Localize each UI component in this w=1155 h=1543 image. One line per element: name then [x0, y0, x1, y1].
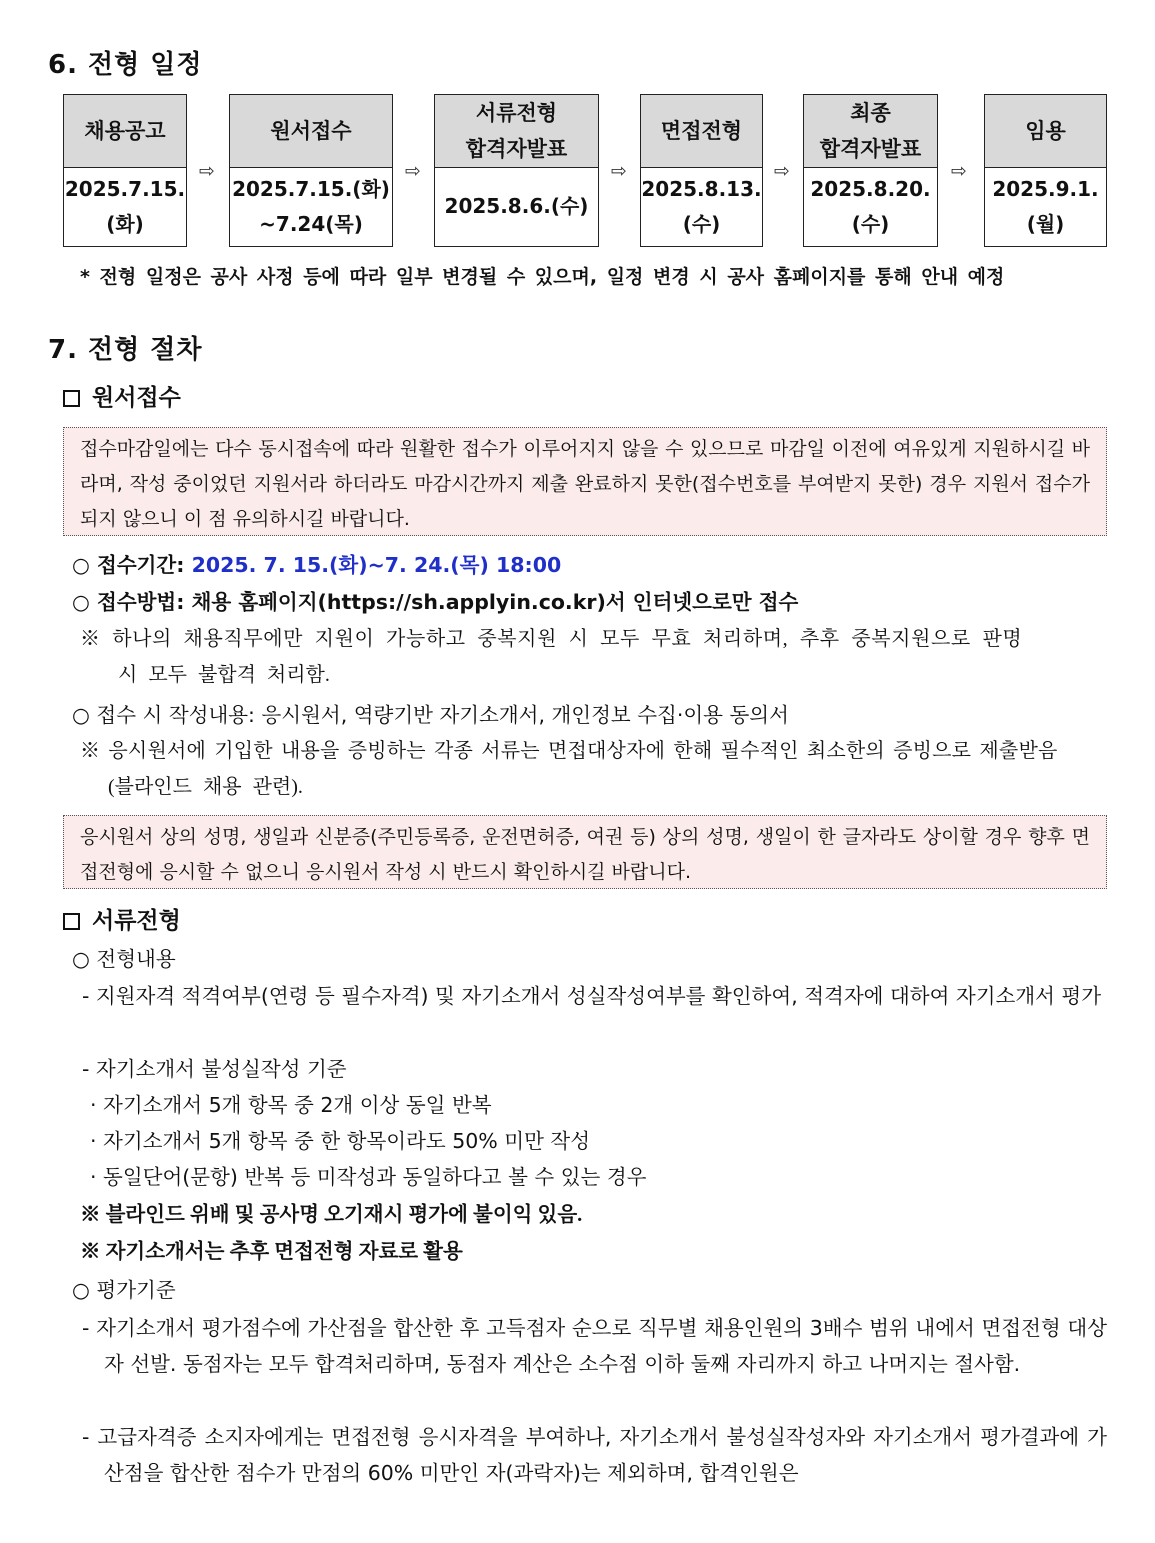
section-7-title: 7. 전형 절차: [48, 335, 203, 365]
schedule-note: * 전형 일정은 공사 사정 등에 따라 일부 변경될 수 있으며, 일정 변경 시 공사 홈페이지를 통해 안내 예정: [80, 266, 1005, 288]
evaluation-criteria-item-2: - 고급자격증 소지자에게는 면접전형 응시자격을 부여하나, 자기소개서 불성실작성자와 자기소개서 평가결과에 가산점을 합산한 점수가 만점의 60% 미만인 자(과락자)는 제외하며, 합격인원은: [82, 1425, 1107, 1485]
blind-violation-warning: ※ 블라인드 위배 및 공사명 오기재시 평가에 불이익 있음.: [80, 1204, 583, 1226]
application-heading: [63, 379, 181, 412]
right-arrow-icon: ⇨: [611, 160, 627, 182]
schedule-step-document-result: [434, 94, 599, 247]
step-head: 면접전형: [641, 95, 762, 168]
document-screening-heading-label: 서류전형: [92, 908, 181, 934]
evaluation-criteria-title: ○ 평가기준: [72, 1278, 176, 1302]
insincerity-criteria-2: · 자기소개서 5개 항목 중 한 항목이라도 50% 미만 작성: [90, 1129, 591, 1153]
step-date: 2025.8.13. (수): [641, 176, 762, 236]
step-head: 임용: [985, 95, 1106, 168]
right-arrow-icon: ⇨: [951, 160, 967, 182]
step-head: 원서접수: [230, 95, 392, 168]
screening-content-item-1: - 지원자격 적격여부(연령 등 필수자격) 및 자기소개서 성실작성여부를 확인하여, 적격자에 대하여 자기소개서 평가: [82, 984, 1102, 1008]
step-head: 채용공고: [64, 95, 186, 168]
step-date: 2025.8.20. (수): [810, 176, 931, 236]
method-note-line-1: ※ 하나의 채용직무에만 지원이 가능하고 중복지원 시 모두 무효 처리하며, 추후 중복지원으로 판명: [80, 628, 1023, 650]
application-deadline-notice: 접수마감일에는 다수 동시접속에 따라 원활한 접수가 이루어지지 않을 수 있으므로 마감일 이전에 여유있게 지원하시길 바라며, 작성 중이었던 지원서라 하더라도 마감시간까지 제출 완료하지 못한(접수번호를 부여받지 못한) 경우 지원서 접수가 되지 않으니 이 점 유의하시길 바랍니다.: [63, 427, 1107, 536]
section-6-title: 6. 전형 일정: [48, 50, 203, 80]
self-intro-usage-warning: ※ 자기소개서는 추후 면접전형 자료로 활용: [80, 1241, 463, 1263]
application-heading-label: 원서접수: [92, 385, 181, 411]
schedule-step-appointment: [984, 94, 1107, 247]
applicant-identity-notice: 응시원서 상의 성명, 생일과 신분증(주민등록증, 운전면허증, 여권 등) 상의 성명, 생일이 한 글자라도 상이할 경우 향후 면접전형에 응시할 수 없으니 응시원서 작성 시 반드시 확인하시길 바랍니다.: [63, 815, 1107, 889]
step-date: 2025.9.1. (월): [992, 176, 1099, 236]
schedule-step-final-result: [803, 94, 938, 247]
schedule-step-interview: [640, 94, 763, 247]
application-period-value: 2025. 7. 15.(화)~7. 24.(목) 18:00: [191, 553, 562, 577]
evaluation-criteria-item-1: - 자기소개서 평가점수에 가산점을 합산한 후 고득점자 순으로 직무별 채용인원의 3배수 범위 내에서 면접전형 대상자 선발. 동점자는 모두 합격처리하며, 동점자 계산은 소수점 이하 둘째 자리까지 하고 나머지는 절사함.: [82, 1316, 1107, 1376]
application-period: [72, 547, 561, 583]
step-date: 2025.7.15. (화): [64, 176, 186, 236]
application-method: ○ 접수방법: 채용 홈페이지(https://sh.applyin.co.kr)서 인터넷으로만 접수: [72, 590, 799, 614]
application-period-label: ○ 접수기간:: [72, 553, 192, 577]
contents-note-line-2: (블라인드 채용 관련).: [108, 776, 303, 798]
application-contents: ○ 접수 시 작성내용: 응시원서, 역량기반 자기소개서, 개인정보 수집·이용 동의서: [72, 703, 789, 727]
schedule-step-announcement: [63, 94, 187, 247]
insincerity-criteria-1: · 자기소개서 5개 항목 중 2개 이상 동일 반복: [90, 1093, 492, 1117]
step-date: 2025.7.15.(화) ~7.24(목): [232, 176, 390, 236]
step-date: 2025.8.6.(수): [444, 194, 589, 218]
right-arrow-icon: ⇨: [199, 160, 215, 182]
screening-content-title: ○ 전형내용: [72, 947, 176, 971]
screening-content-item-2: - 자기소개서 불성실작성 기준: [82, 1057, 347, 1081]
method-note-line-2: 시 모두 불합격 처리함.: [118, 664, 330, 686]
right-arrow-icon: ⇨: [405, 160, 421, 182]
right-arrow-icon: ⇨: [774, 160, 790, 182]
schedule-step-application: [229, 94, 393, 247]
square-bullet-icon: [63, 390, 80, 407]
square-bullet-icon: [63, 913, 80, 930]
step-head: 서류전형 합격자발표: [435, 95, 598, 168]
step-head: 최종 합격자발표: [804, 95, 937, 168]
insincerity-criteria-3: · 동일단어(문항) 반복 등 미작성과 동일하다고 볼 수 있는 경우: [90, 1165, 647, 1189]
document-screening-heading: [63, 902, 181, 935]
contents-note-line-1: ※ 응시원서에 기입한 내용을 증빙하는 각종 서류는 면접대상자에 한해 필수적인 최소한의 증빙으로 제출받음: [80, 740, 1058, 762]
